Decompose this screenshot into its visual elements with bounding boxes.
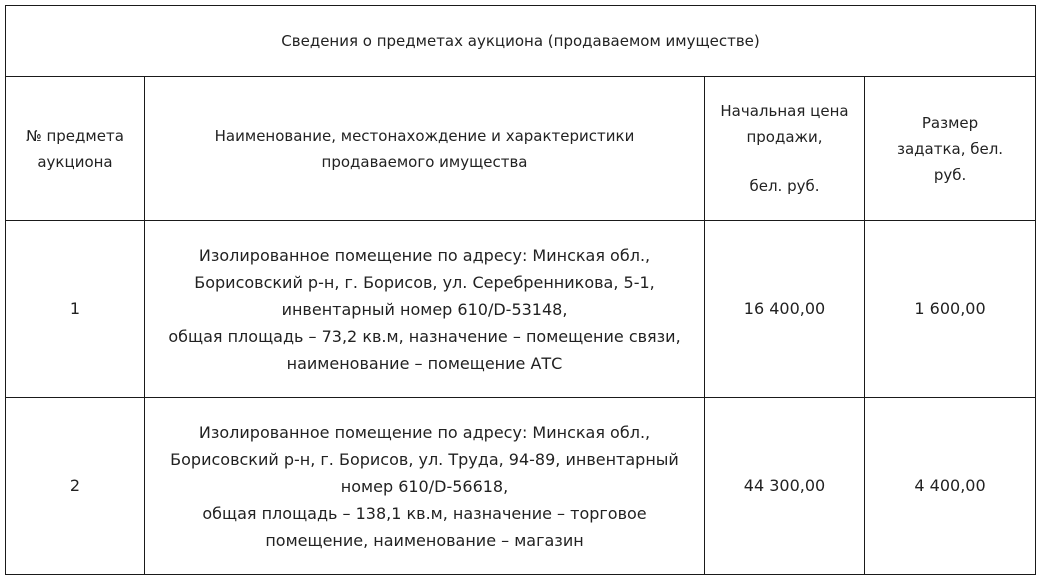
header-description — [145, 77, 705, 221]
auction-items-table — [5, 5, 1036, 575]
item-description-line: инвентарный номер 610/D-53148, — [281, 299, 568, 319]
item-number: 2 — [6, 398, 145, 575]
item-description — [145, 398, 705, 575]
table-header-row — [6, 77, 1036, 221]
header-description-line-1: Наименование, местонахождение и характеристики — [214, 126, 635, 145]
header-price-gap — [711, 150, 858, 173]
item-start-price: 44 300,00 — [705, 398, 865, 575]
item-description-line: Изолированное помещение по адресу: Минская обл., — [198, 245, 651, 265]
header-deposit-line-2: задатка, бел. — [896, 139, 1004, 158]
item-description — [145, 221, 705, 398]
header-number-line-1: № предмета — [26, 126, 124, 145]
item-description-line: Борисовский р-н, г. Борисов, ул. Серебренникова, 5-1, — [194, 272, 655, 292]
header-start-price — [705, 77, 865, 221]
header-number-line-2: аукциона — [37, 152, 113, 171]
header-deposit — [865, 77, 1036, 221]
header-deposit-line-1: Размер — [921, 113, 979, 132]
header-price-line-1: Начальная цена — [720, 102, 849, 120]
item-description-line: общая площадь – 138,1 кв.м, назначение – торговое — [202, 503, 647, 523]
item-description-line: Борисовский р-н, г. Борисов, ул. Труда, 94-89, инвентарный — [170, 449, 679, 469]
table-row — [6, 221, 1036, 398]
item-number: 1 — [6, 221, 145, 398]
item-deposit: 4 400,00 — [865, 398, 1036, 575]
table-row — [6, 398, 1036, 575]
item-start-price: 16 400,00 — [705, 221, 865, 398]
table-title: Сведения о предметах аукциона (продаваемом имуществе) — [6, 6, 1036, 77]
item-description-line: номер 610/D-56618, — [340, 476, 509, 496]
header-deposit-line-3: руб. — [933, 165, 967, 184]
header-item-number — [6, 77, 145, 221]
item-description-line: Изолированное помещение по адресу: Минская обл., — [198, 422, 651, 442]
item-description-line: помещение, наименование – магазин — [265, 530, 584, 550]
header-price-line-2: продажи, — [746, 128, 823, 146]
item-description-line: общая площадь – 73,2 кв.м, назначение – помещение связи, — [168, 326, 681, 346]
item-description-line: наименование – помещение АТС — [286, 353, 563, 373]
header-price-unit: бел. руб. — [749, 177, 820, 195]
table-title-row — [6, 6, 1036, 77]
item-deposit: 1 600,00 — [865, 221, 1036, 398]
header-description-line-2: продаваемого имущества — [321, 152, 528, 171]
